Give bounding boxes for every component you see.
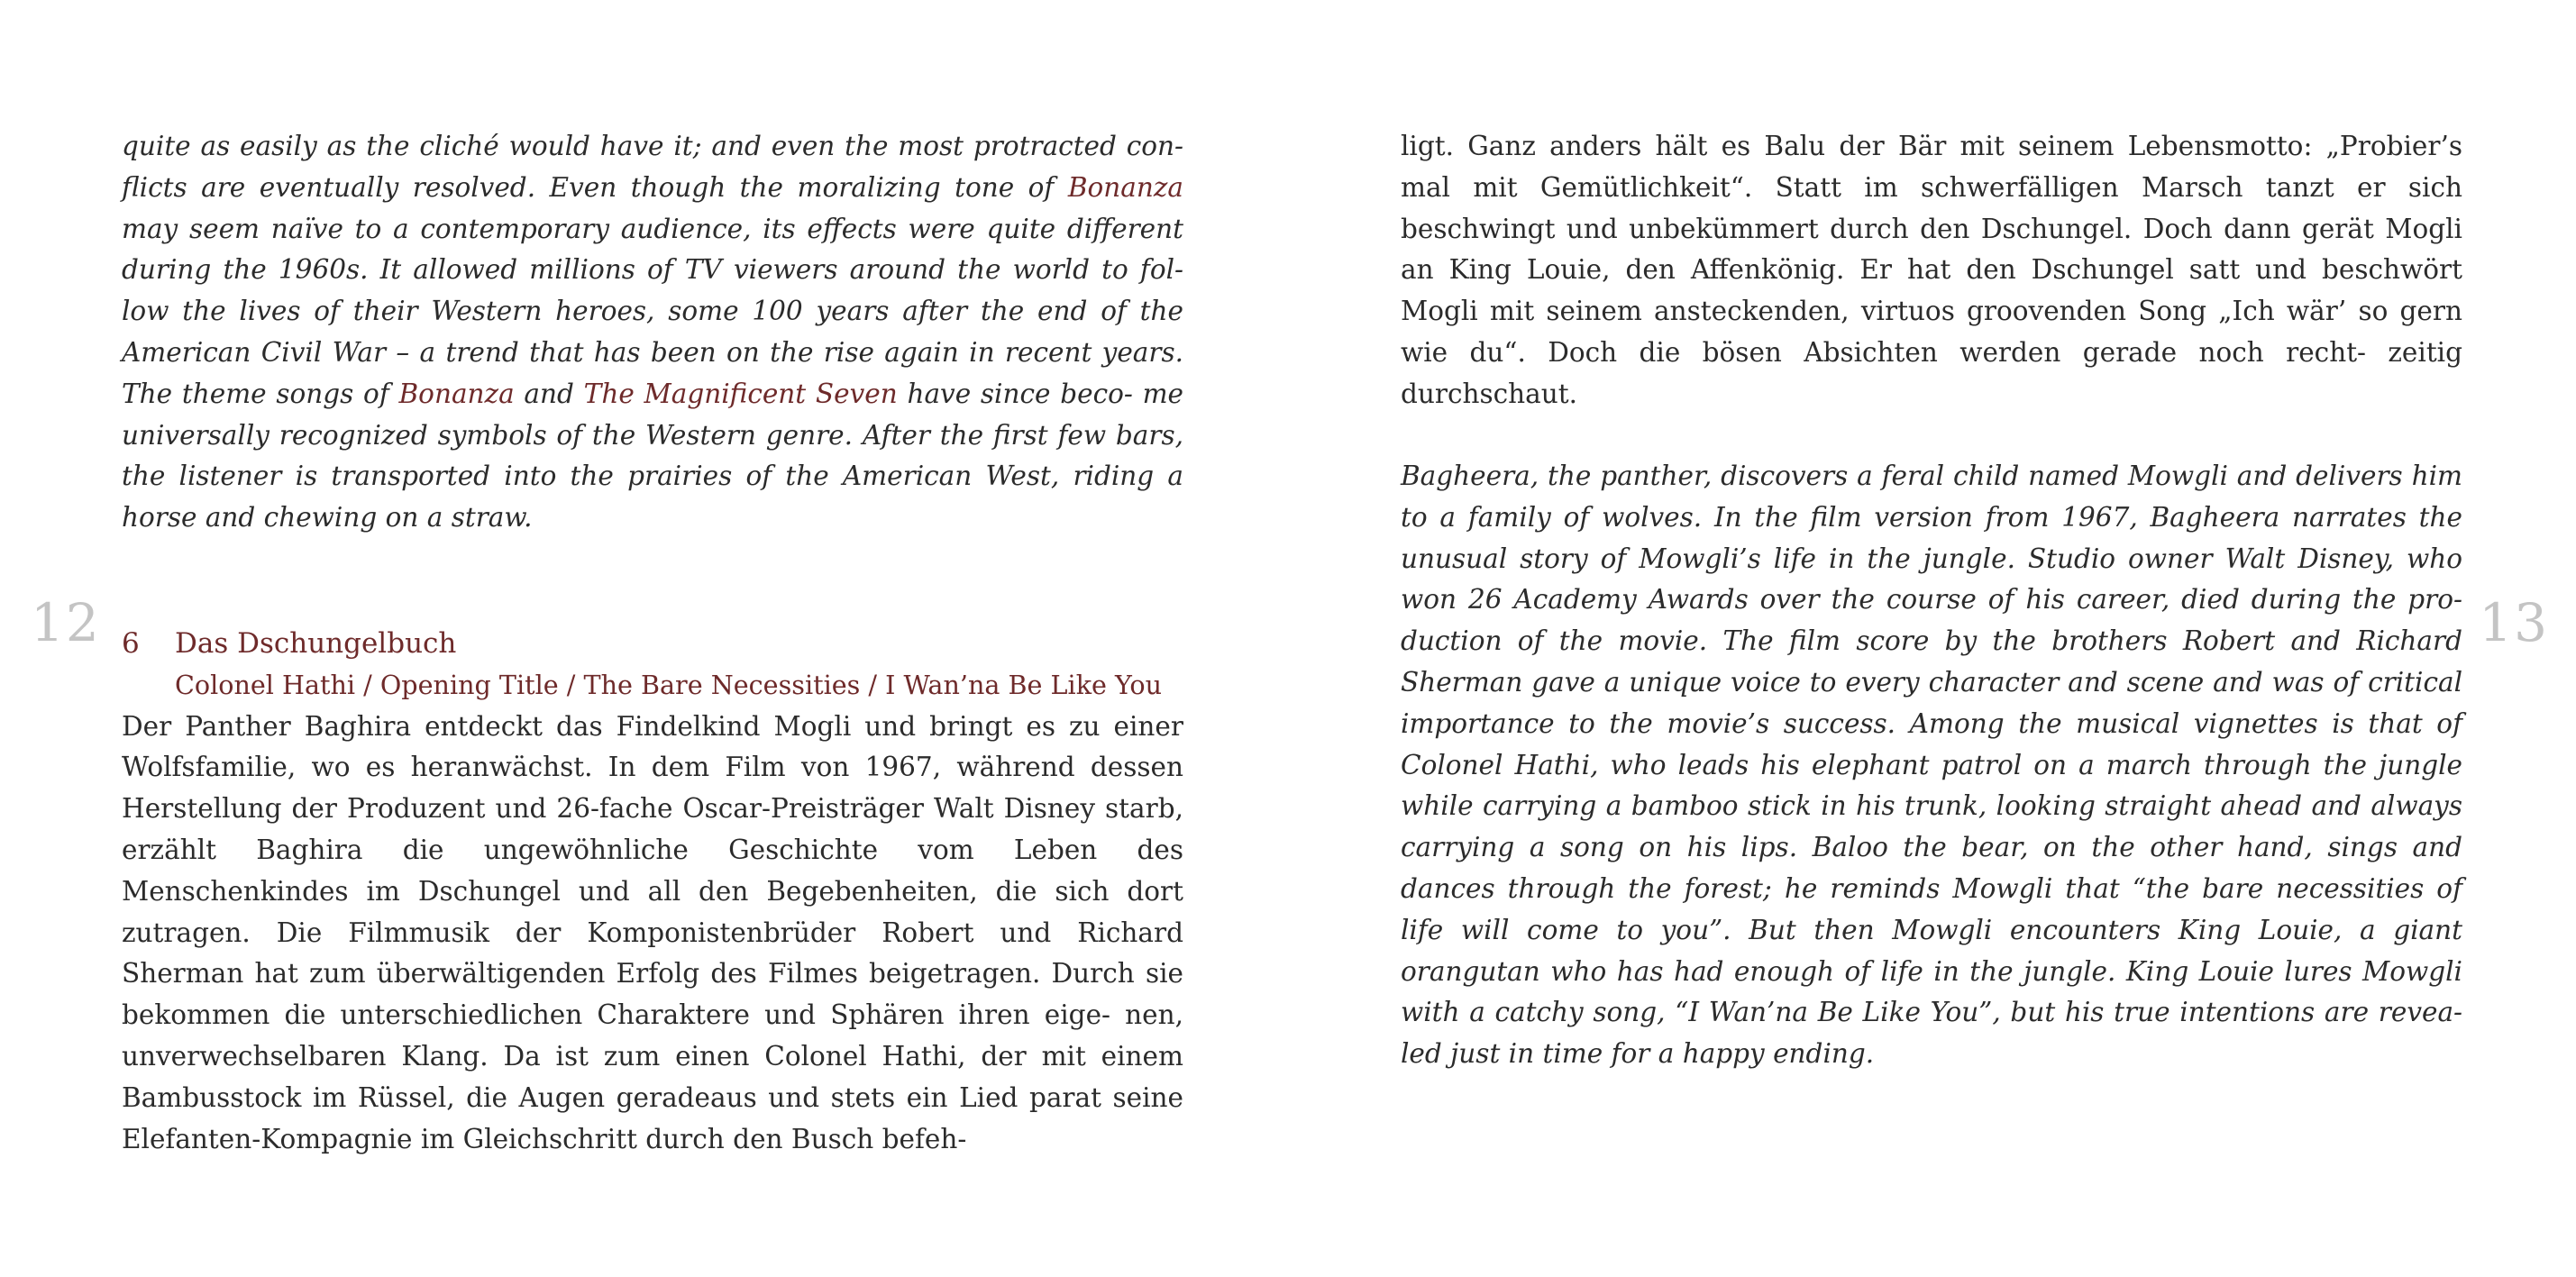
- english-paragraph: [1401, 456, 2462, 1075]
- english-intro-paragraph: [122, 126, 1183, 539]
- ref-bonanza-2: Bonanza: [398, 378, 515, 409]
- intro-text-3: and: [514, 378, 584, 409]
- german-continued-paragraph: [1401, 126, 2462, 415]
- german-continued-text: ligt. Ganz anders hält es Balu der Bär mit seinem Lebensmotto: „Probier’s mal mit Gemütlichkeit“. Statt im schwerfälligen Marsch tanzt er sich beschwingt und unbekümmert durch den Dschungel. Doch dann gerät Mogli an King Louie, den Affenkönig. Er hat den Dschungel satt und beschwört Mogli mit seinem ansteckenden, virtuos groovenden Song „Ich wär’ so gern wie du“. Doch die bösen Absichten werden gerade noch recht- zeitig durchschaut.: [1401, 131, 2462, 409]
- section-number: 6: [122, 627, 140, 660]
- page-number-right: 13: [2479, 592, 2549, 653]
- german-paragraph: Der Panther Baghira entdeckt das Findelkind Mogli und bringt es zu einer Wolfsfamilie, wo es heranwächst. In dem Film von 1967, während dessen Herstellung der Produzent und 26-fache Oscar-Preisträger Walt Disney starb, erzählt Baghira die ungewöhnliche Geschichte vom Leben des Menschenkindes im Dschungel und all den Begebenheiten, die sich dort zutragen. Die Filmmusik der Komponistenbrüder Robert und Richard Sherman hat zum überwältigenden Erfolg des Filmes beigetragen. Durch sie bekommen die unterschiedlichen Charaktere und Sphären ihren eige- nen, unverwechselbaren Klang. Da ist zum einen Colonel Hathi, der mit einem Bambusstock im Rüssel, die Augen geradeaus und stets ein Lied parat seine Elefanten-Kompagnie im Gleichschritt durch den Busch befeh-: [122, 710, 1183, 1154]
- track-list: Colonel Hathi / Opening Title / The Bare Necessities / I Wan’na Be Like You: [175, 669, 1163, 700]
- intro-text-1: quite as easily as the cliché would have it; and even the most protracted con- flicts are eventually resolved. Even though the moralizing tone of: [122, 131, 1183, 203]
- section-heading: [122, 624, 1183, 665]
- intro-text-4: have since beco- me universally recognized symbols of the Western genre. After the first few bars, the listener is transported into the prairies of the American West, riding a horse and chewing on a straw.: [122, 378, 1183, 534]
- intro-text-2: may seem naïve to a contemporary audience, its effects were quite different during the 1960s. It allowed millions of TV viewers around the world to fol- low the lives of their Western heroes, some 100 years after the end of the American Civil War – a trend that has been on the rise again in recent years. The theme songs of: [122, 213, 1183, 409]
- page-number-left: 12: [31, 592, 101, 653]
- english-text: Bagheera, the panther, discovers a feral child named Mowgli and delivers him to a family of wolves. In the film version from 1967, Bagheera narrates the unusual story of Mowgli’s life in the jungle. Studio owner Walt Disney, who won 26 Academy Awards over the course of his career, died during the pro- duction of the movie. The film score by the brothers Robert and Richard Sherman gave a unique voice to every character and scene and was of critical importance to the movie’s success. Among the musical vignettes is that of Colonel Hathi, who leads his elephant patrol on a march through the jungle while carrying a bamboo stick in his trunk, looking straight ahead and always carrying a song on his lips. Baloo the bear, on the other hand, sings and dances through the forest; he reminds Mowgli that “the bare necessities of life will come to you”. But then Mowgli encounters King Louie, a giant orangutan who has had enough of life in the jungle. King Louie lures Mowgli with a catchy song, “I Wan’na Be Like You”, but his true intentions are revea- led just in time for a happy ending.: [1401, 461, 2462, 1070]
- right-page: [1288, 0, 2576, 1277]
- section-6-block: [122, 624, 1183, 1160]
- ref-magnificent-seven: The Magnificent Seven: [583, 378, 898, 409]
- section-title: Das Dschungelbuch: [175, 627, 457, 660]
- ref-bonanza-1: Bonanza: [1067, 171, 1183, 203]
